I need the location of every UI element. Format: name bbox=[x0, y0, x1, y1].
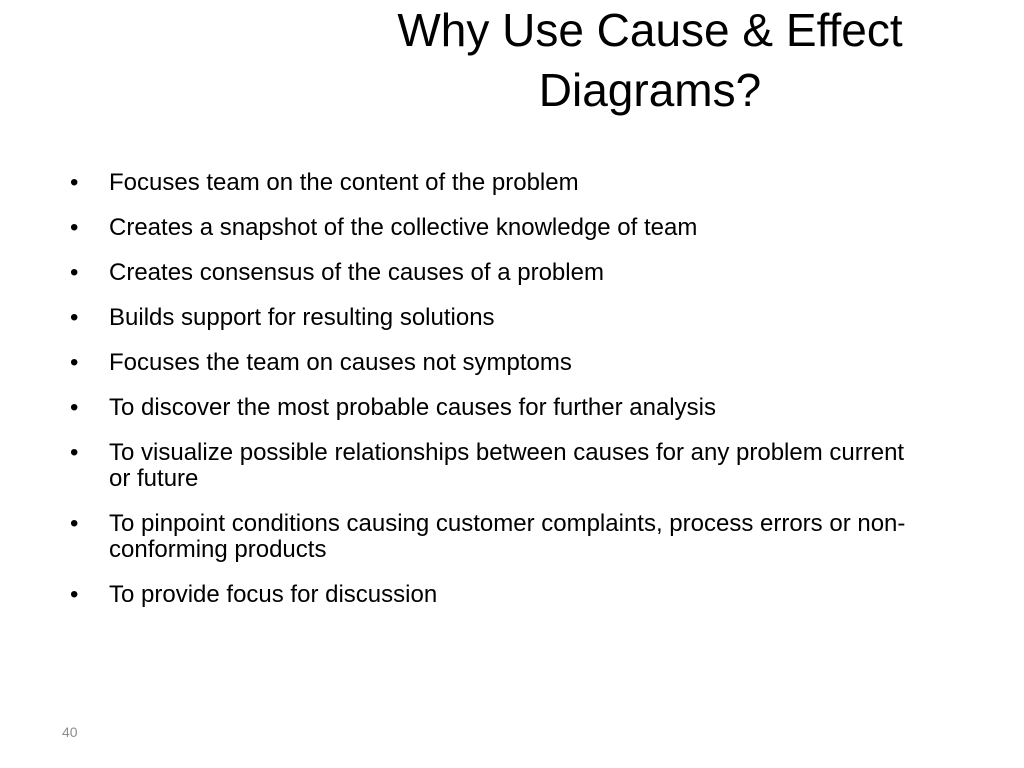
bullet-text: Creates consensus of the causes of a problem bbox=[109, 259, 604, 286]
bullet-icon: • bbox=[70, 394, 79, 421]
bullet-icon: • bbox=[70, 349, 79, 376]
bullet-icon: • bbox=[70, 304, 79, 331]
bullet-text: To discover the most probable causes for further analysis bbox=[109, 394, 716, 421]
list-item bbox=[70, 260, 930, 286]
bullet-text: To visualize possible relationships between causes for any problem current or future bbox=[109, 439, 905, 492]
slide-title bbox=[360, 0, 940, 120]
list-item bbox=[70, 350, 930, 376]
slide-title-line-1: Why Use Cause & Effect bbox=[397, 4, 903, 56]
bullet-text: Creates a snapshot of the collective knowledge of team bbox=[109, 214, 698, 241]
list-item bbox=[70, 305, 930, 331]
slide-number: 40 bbox=[62, 724, 78, 740]
bullet-icon: • bbox=[70, 259, 79, 286]
bullet-text: To provide focus for discussion bbox=[109, 581, 438, 608]
bullet-icon: • bbox=[70, 439, 79, 466]
list-item bbox=[70, 582, 930, 608]
list-item bbox=[70, 170, 930, 196]
bullet-icon: • bbox=[70, 510, 79, 537]
bullet-text: Focuses team on the content of the problem bbox=[109, 169, 579, 196]
slide-title-line-2: Diagrams? bbox=[538, 64, 762, 116]
list-item bbox=[70, 395, 930, 421]
list-item bbox=[70, 215, 930, 241]
bullet-icon: • bbox=[70, 214, 79, 241]
bullet-icon: • bbox=[70, 581, 79, 608]
bullet-list bbox=[70, 170, 930, 627]
list-item bbox=[70, 440, 930, 492]
bullet-text: Builds support for resulting solutions bbox=[109, 304, 495, 331]
list-item bbox=[70, 511, 930, 563]
bullet-icon: • bbox=[70, 169, 79, 196]
bullet-text: Focuses the team on causes not symptoms bbox=[109, 349, 572, 376]
bullet-text: To pinpoint conditions causing customer complaints, process errors or non-conforming products bbox=[109, 510, 906, 563]
